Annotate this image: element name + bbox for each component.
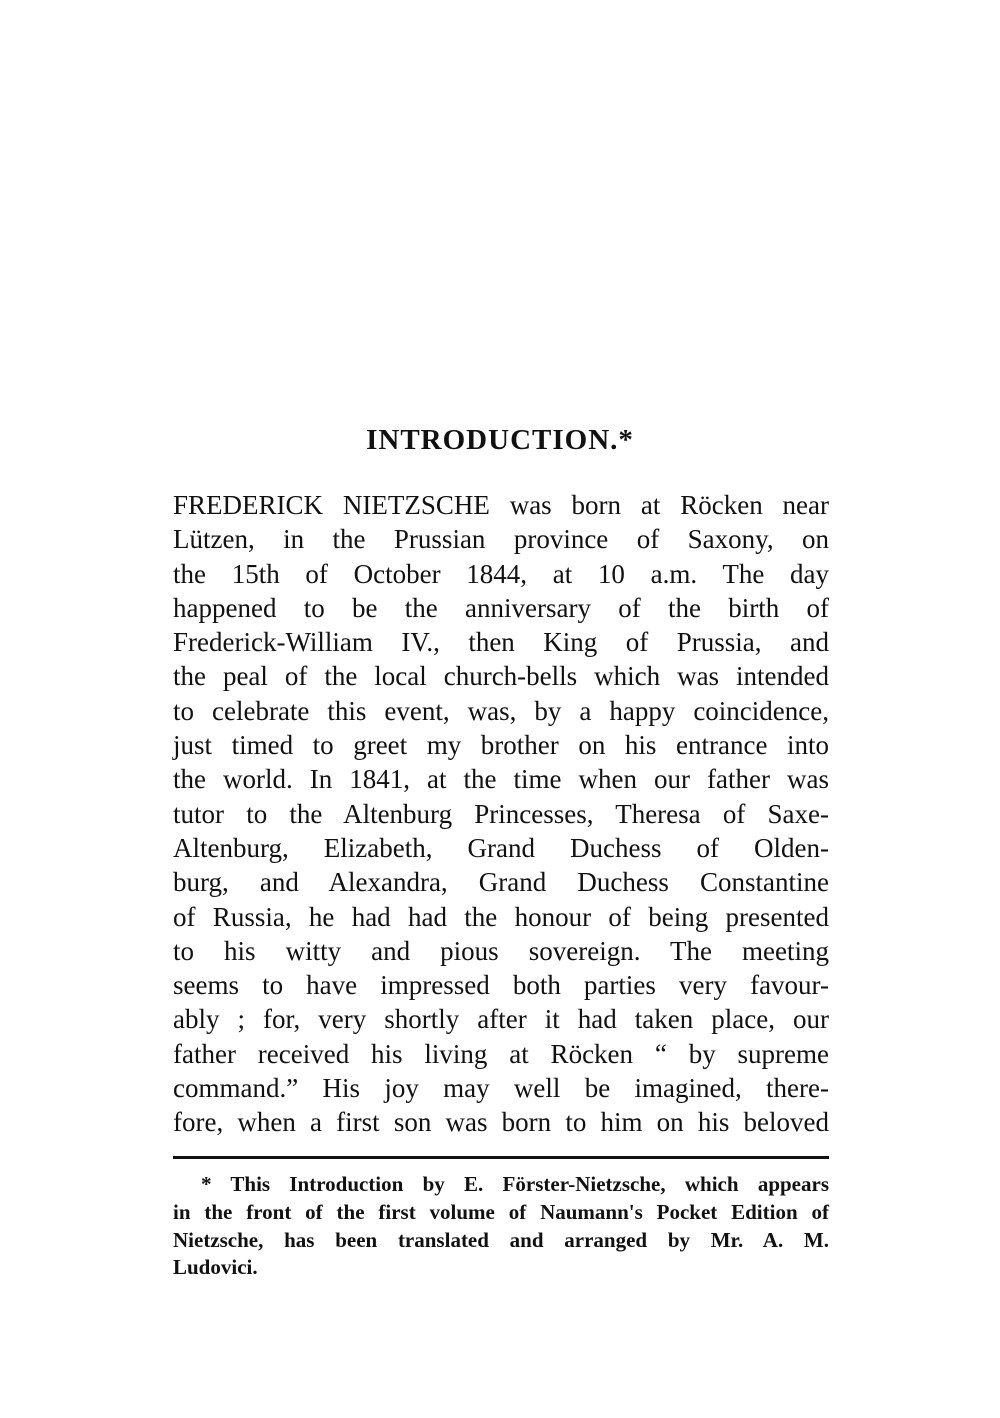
body-line: ably ; for, very shortly after it had taken place, our [173, 1004, 829, 1035]
footnote-divider [173, 1156, 829, 1159]
body-line: Altenburg, Elizabeth, Grand Duchess of Olden- [173, 832, 829, 863]
body-line: FREDERICK NIETZSCHE was born at Röcken near [173, 490, 829, 520]
body-line: the 15th of October 1844, at 10 a.m. The day [173, 558, 829, 589]
body-line: fore, when a first son was born to him on his beloved [173, 1107, 829, 1138]
body-line: command.” His joy may well be imagined, there- [173, 1073, 829, 1104]
footnote-line: Nietzsche, has been translated and arranged by Mr. A. M. [173, 1227, 829, 1252]
body-line: to celebrate this event, was, by a happy coincidence, [173, 695, 829, 726]
body-line: just timed to greet my brother on his entrance into [173, 730, 829, 761]
body-line: happened to be the anniversary of the birth of [173, 592, 829, 623]
footnote-line: Ludovici. [173, 1255, 258, 1280]
footnote-line: in the front of the first volume of Naumann's Pocket Edition of [173, 1199, 829, 1224]
footnote [173, 1171, 829, 1282]
chapter-title: INTRODUCTION.* [366, 424, 634, 456]
body-line: father received his living at Röcken “ by supreme [173, 1038, 829, 1069]
body-line: to his witty and pious sovereign. The meeting [173, 935, 829, 966]
body-line: the world. In 1841, at the time when our father was [173, 764, 829, 795]
body-line: burg, and Alexandra, Grand Duchess Constantine [173, 867, 829, 898]
body-text [173, 488, 829, 1140]
footnote-line: * This Introduction by E. Förster-Nietzsche, which appears [201, 1172, 829, 1196]
body-line: of Russia, he had had the honour of being presented [173, 901, 829, 932]
body-line: the peal of the local church-bells which was intended [173, 661, 829, 692]
body-line: Lützen, in the Prussian province of Saxony, on [173, 524, 829, 555]
body-line: seems to have impressed both parties very favour- [173, 970, 829, 1001]
body-line: Frederick-William IV., then King of Prussia, and [173, 627, 829, 658]
body-line: tutor to the Altenburg Princesses, Theresa of Saxe- [173, 798, 829, 829]
